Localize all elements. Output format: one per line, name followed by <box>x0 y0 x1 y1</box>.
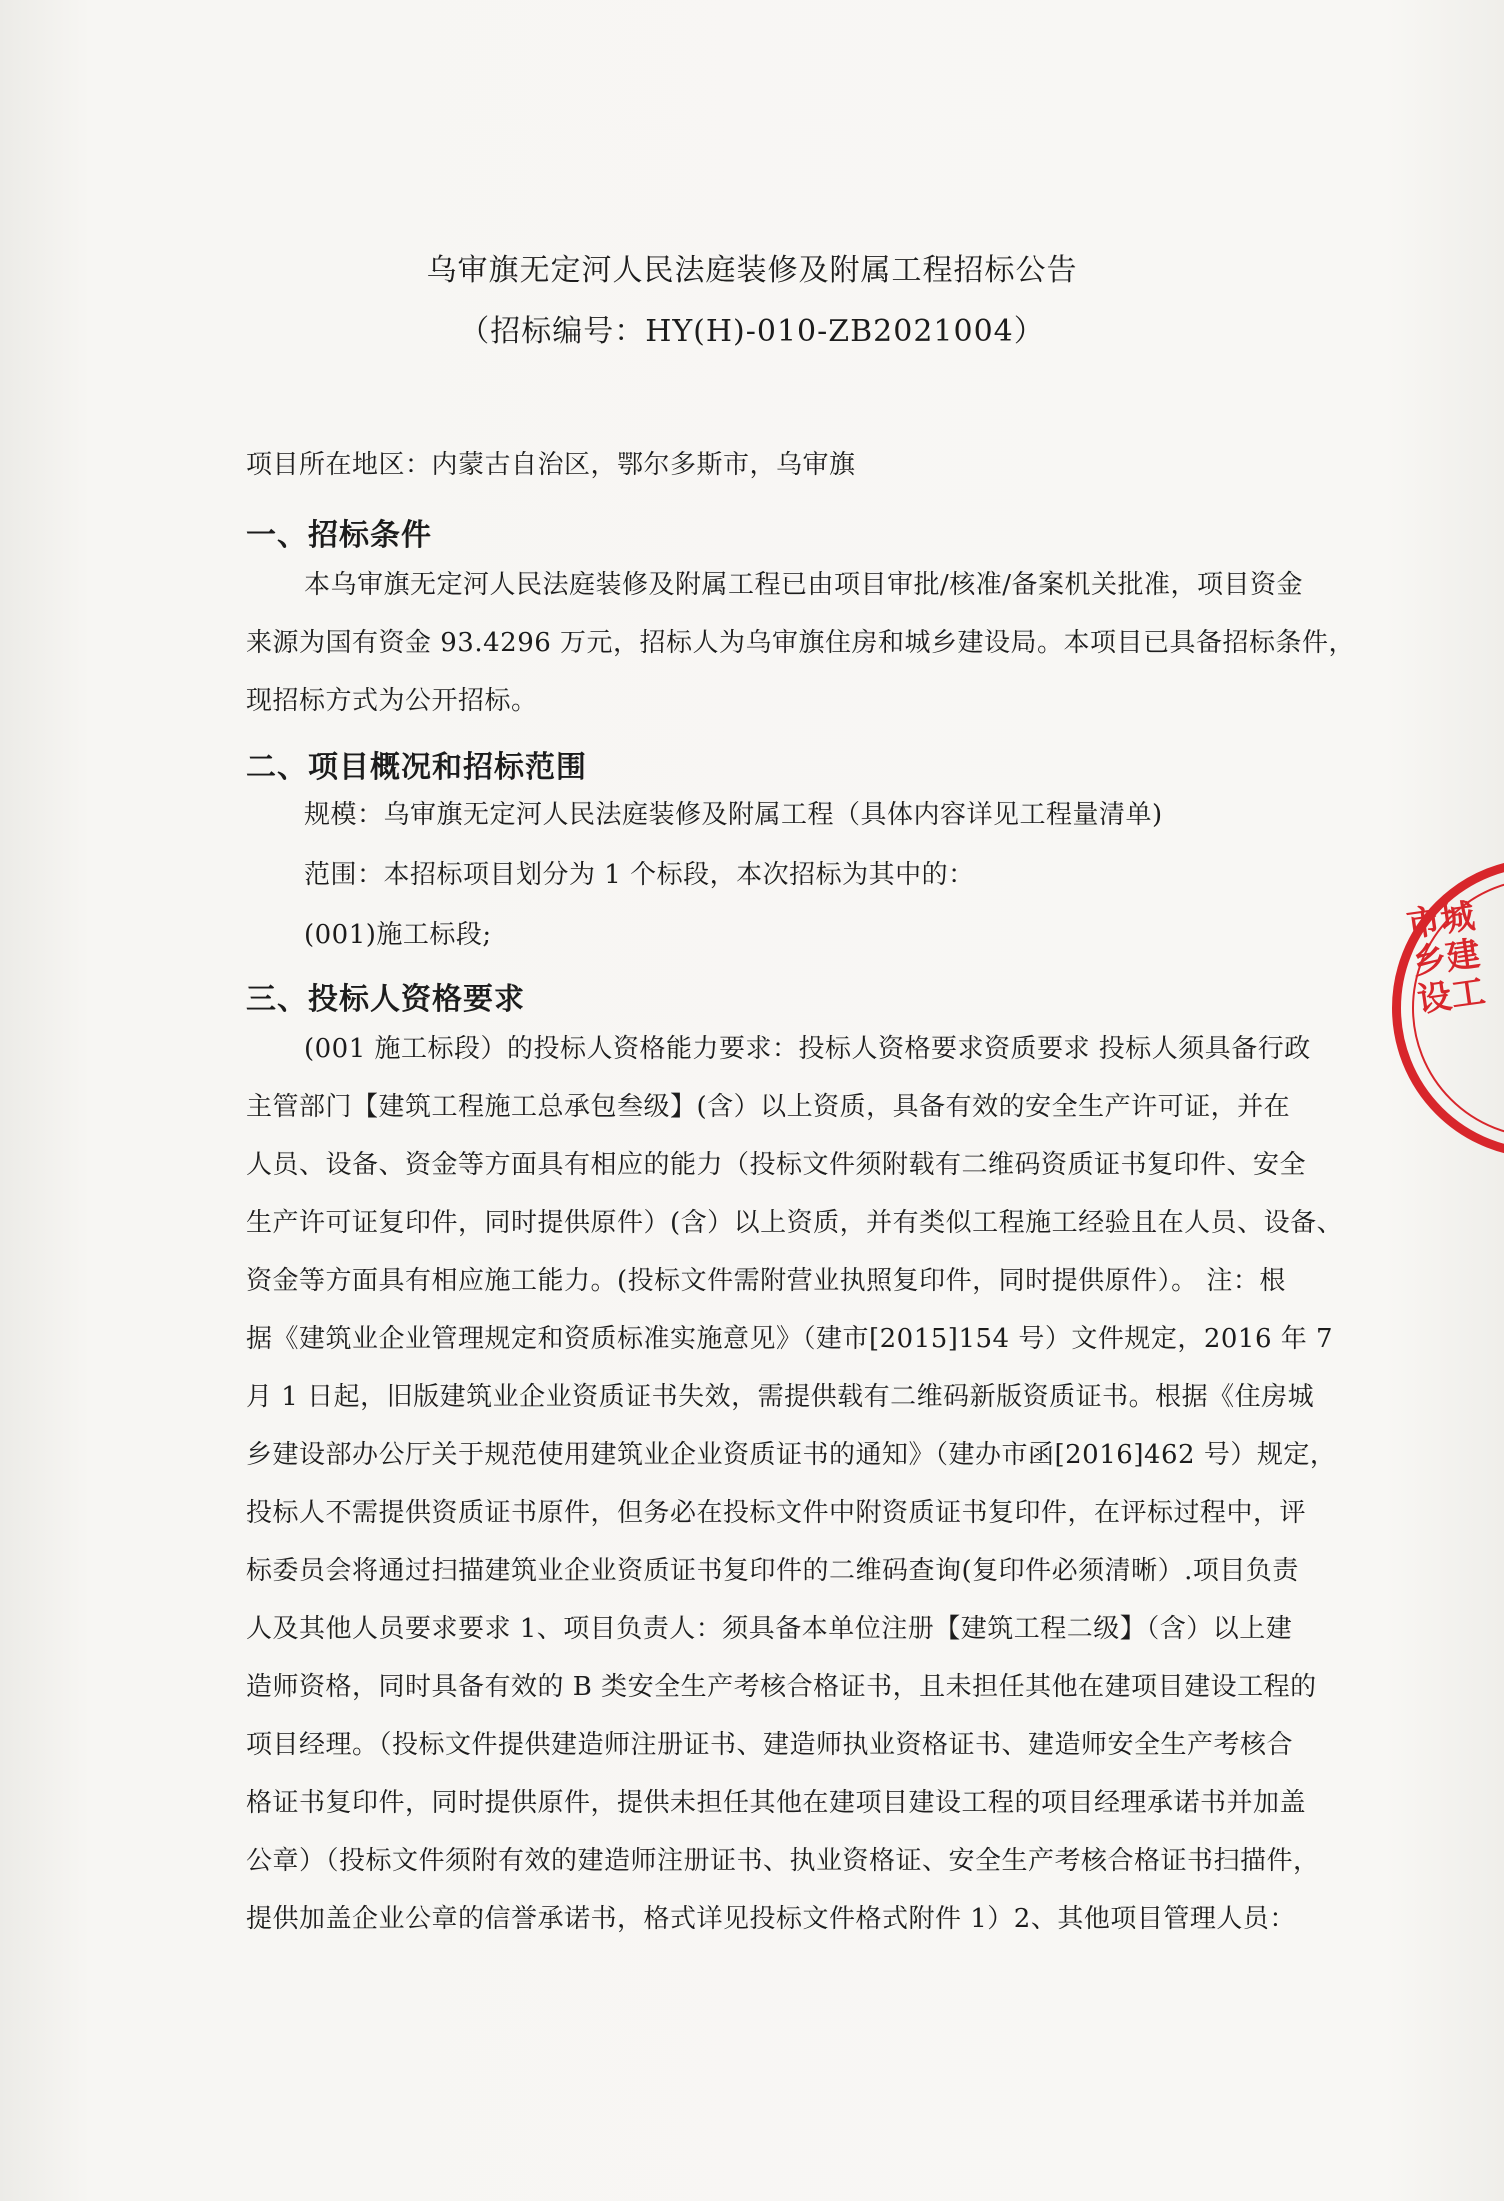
paragraph-line: 人员、设备、资金等方面具有相应的能力（投标文件须附载有二维码资质证书复印件、安全 <box>246 1150 1307 1180</box>
paragraph-line: 造师资格，同时具备有效的 B 类安全生产考核合格证书，且未担任其他在建项目建设工程的 <box>246 1672 1317 1702</box>
paragraph-line: 公章）（投标文件须附有效的建造师注册证书、执业资格证、安全生产考核合格证书扫描件， <box>246 1846 1320 1876</box>
section-heading: 三、投标人资格要求 <box>246 982 525 1017</box>
project-location: 项目所在地区：内蒙古自治区，鄂尔多斯市，乌审旗 <box>246 450 856 480</box>
paragraph-line: 生产许可证复印件，同时提供原件）(含）以上资质，并有类似工程施工经验且在人员、设备、 <box>246 1208 1344 1238</box>
paragraph-line: 规模：乌审旗无定河人民法庭装修及附属工程（具体内容详见工程量清单) <box>304 800 1163 830</box>
paragraph-line: 资金等方面具有相应施工能力。(投标文件需附营业执照复印件，同时提供原件）。 注：根 <box>246 1266 1286 1296</box>
paragraph-line: 本乌审旗无定河人民法庭装修及附属工程已由项目审批/核准/备案机关批准，项目资金 <box>304 570 1304 600</box>
paragraph-line: 提供加盖企业公章的信誉承诺书，格式详见投标文件格式附件 1）2、其他项目管理人员： <box>246 1904 1296 1934</box>
document-title: 乌审旗无定河人民法庭装修及附属工程招标公告 <box>426 253 1078 288</box>
paragraph-line: 据《建筑业企业管理规定和资质标准实施意见》（建市[2015]154 号）文件规定，2016 年 7 <box>246 1324 1334 1354</box>
paragraph-line: 乡建设部办公厅关于规范使用建筑业企业资质证书的通知》（建办市函[2016]462 号）规定， <box>246 1440 1337 1470</box>
paragraph-line: 投标人不需提供资质证书原件，但务必在投标文件中附资质证书复印件，在评标过程中，评 <box>246 1498 1307 1528</box>
paragraph-line: 格证书复印件，同时提供原件，提供未担任其他在建项目建设工程的项目经理承诺书并加盖 <box>246 1788 1307 1818</box>
paragraph-line: 范围：本招标项目划分为 1 个标段，本次招标为其中的： <box>304 860 975 890</box>
section-heading: 二、项目概况和招标范围 <box>246 750 587 785</box>
paragraph-line: (001)施工标段; <box>304 920 492 950</box>
paragraph-line: 月 1 日起，旧版建筑业企业资质证书失效，需提供载有二维码新版资质证书。根据《住房城 <box>246 1382 1315 1412</box>
section-heading: 一、招标条件 <box>246 518 432 553</box>
paragraph-line: 人及其他人员要求要求 1、项目负责人：须具备本单位注册【建筑工程二级】（含）以上建 <box>246 1614 1293 1644</box>
paragraph-line: 项目经理。（投标文件提供建造师注册证书、建造师执业资格证书、建造师安全生产考核合 <box>246 1730 1294 1760</box>
paragraph-line: 主管部门【建筑工程施工总承包叁级】(含）以上资质，具备有效的安全生产许可证，并在 <box>246 1092 1291 1122</box>
paragraph-line: (001 施工标段）的投标人资格能力要求：投标人资格要求资质要求 投标人须具备行政 <box>304 1034 1311 1064</box>
tender-number: （招标编号：HY(H)-010-ZB2021004） <box>459 314 1045 349</box>
paragraph-line: 现招标方式为公开招标。 <box>246 686 538 716</box>
official-seal-text: 市城乡建设工 <box>1404 896 1488 1021</box>
paragraph-line: 来源为国有资金 93.4296 万元，招标人为乌审旗住房和城乡建设局。本项目已具备招标条件， <box>246 628 1356 658</box>
paragraph-line: 标委员会将通过扫描建筑业企业资质证书复印件的二维码查询(复印件必须清晰）.项目负责 <box>246 1556 1299 1586</box>
